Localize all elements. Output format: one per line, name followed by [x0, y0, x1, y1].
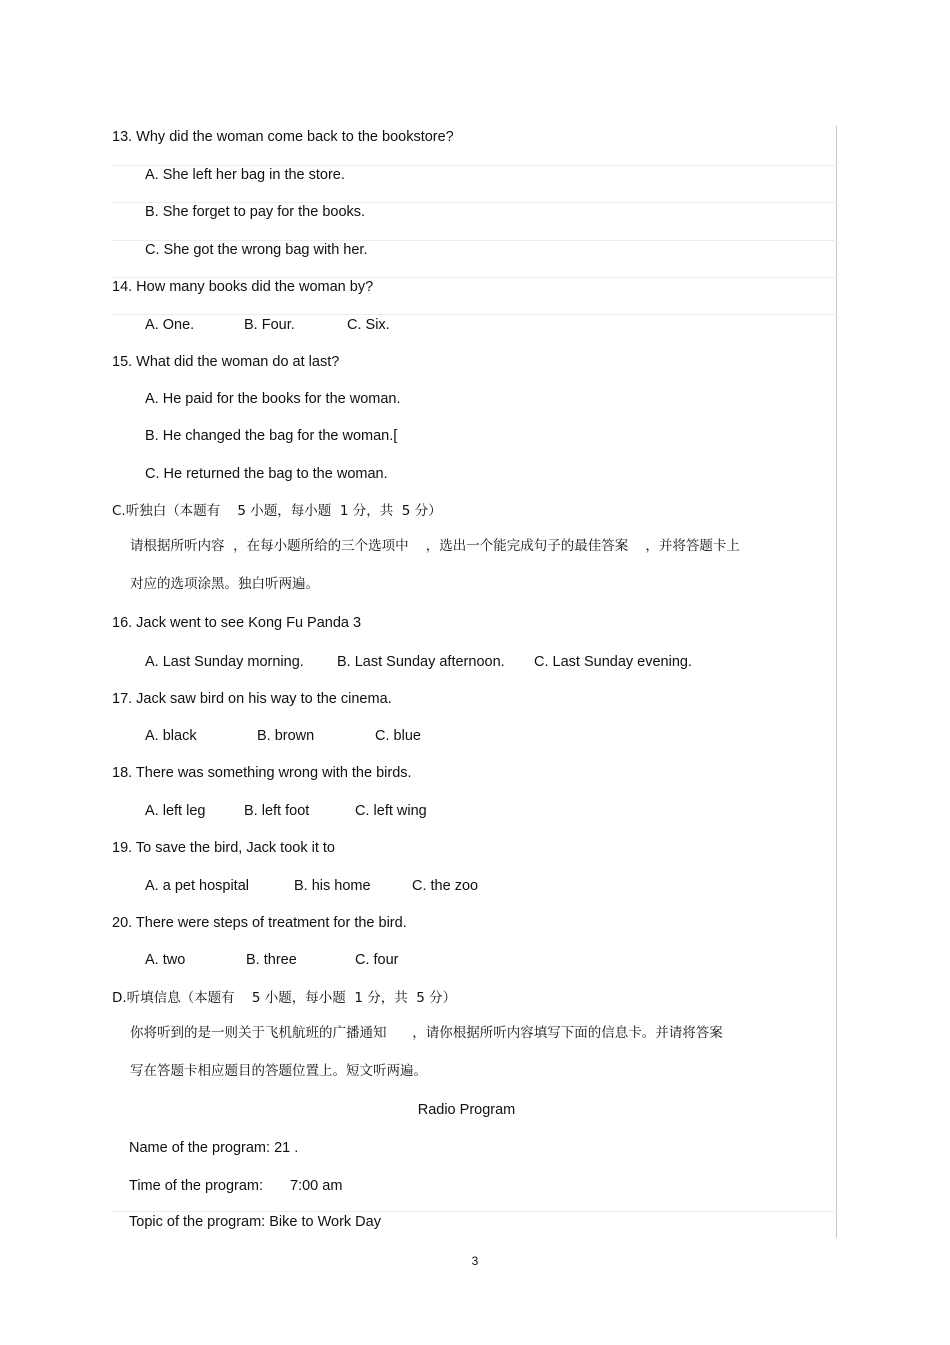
row-divider	[112, 314, 837, 315]
card-name-line: Name of the program: 21 .	[129, 1140, 299, 1156]
card-title: Radio Program	[417, 1102, 516, 1118]
q17-option-c: C. blue	[375, 728, 421, 744]
margin-rule	[836, 126, 837, 1238]
q13-option-a: A. She left her bag in the store.	[145, 167, 345, 183]
q16-option-c: C. Last Sunday evening.	[534, 654, 692, 670]
question-14: 14. How many books did the woman by?	[112, 279, 374, 295]
section-c-instructions-2: 对应的选项涂黑。独白听两遍。	[130, 576, 319, 592]
q15-option-a: A. He paid for the books for the woman.	[145, 391, 401, 407]
q19-option-a: A. a pet hospital	[145, 878, 249, 894]
q17-option-a: A. black	[145, 728, 197, 744]
question-16: 16. Jack went to see Kong Fu Panda 3	[112, 615, 362, 631]
question-17: 17. Jack saw bird on his way to the cinema.	[112, 691, 392, 707]
q16-option-a: A. Last Sunday morning.	[145, 654, 304, 670]
q19-option-c: C. the zoo	[412, 878, 479, 894]
card-topic-line: Topic of the program: Bike to Work Day	[129, 1214, 381, 1230]
q15-option-b: B. He changed the bag for the woman.[	[145, 428, 398, 444]
question-15: 15. What did the woman do at last?	[112, 354, 340, 370]
q14-option-a: A. One.	[145, 317, 195, 333]
q13-option-b: B. She forget to pay for the books.	[145, 204, 366, 220]
section-d-instructions-1: 你将听到的是一则关于飞机航班的广播通知 ，请你根据所听内容填写下面的信息卡。并请将答案	[130, 1025, 723, 1041]
q19-option-b: B. his home	[294, 878, 371, 894]
question-13: 13. Why did the woman come back to the bookstore?	[112, 129, 454, 145]
q20-option-c: C. four	[355, 952, 399, 968]
q16-option-b: B. Last Sunday afternoon.	[337, 654, 505, 670]
q15-option-c: C. He returned the bag to the woman.	[145, 466, 388, 482]
section-c-heading: C.听独白（本题有 5 小题，每小题 1 分，共 5 分）	[112, 503, 442, 519]
question-18: 18. There was something wrong with the birds.	[112, 765, 412, 781]
card-time-value: 7:00 am	[290, 1178, 343, 1194]
question-19: 19. To save the bird, Jack took it to	[112, 840, 335, 856]
section-d-heading: D.听填信息（本题有 5 小题，每小题 1 分，共 5 分）	[112, 990, 457, 1006]
section-c-instructions-1: 请根据所听内容 ，在每小题所给的三个选项中 ，选出一个能完成句子的最佳答案 ，并将答题卡上	[130, 538, 740, 554]
q20-option-a: A. two	[145, 952, 186, 968]
q18-option-c: C. left wing	[355, 803, 427, 819]
row-divider	[112, 1211, 837, 1212]
section-d-instructions-2: 写在答题卡相应题目的答题位置上。短文听两遍。	[130, 1063, 427, 1079]
q17-option-b: B. brown	[257, 728, 315, 744]
q18-option-b: B. left foot	[244, 803, 310, 819]
q18-option-a: A. left leg	[145, 803, 206, 819]
q13-option-c: C. She got the wrong bag with her.	[145, 242, 368, 258]
question-20: 20. There were steps of treatment for the bird.	[112, 915, 407, 931]
card-time-label: Time of the program:	[129, 1178, 264, 1194]
page-number: 3	[471, 1254, 479, 1268]
q14-option-c: C. Six.	[347, 317, 390, 333]
q20-option-b: B. three	[246, 952, 297, 968]
q14-option-b: B. Four.	[244, 317, 295, 333]
